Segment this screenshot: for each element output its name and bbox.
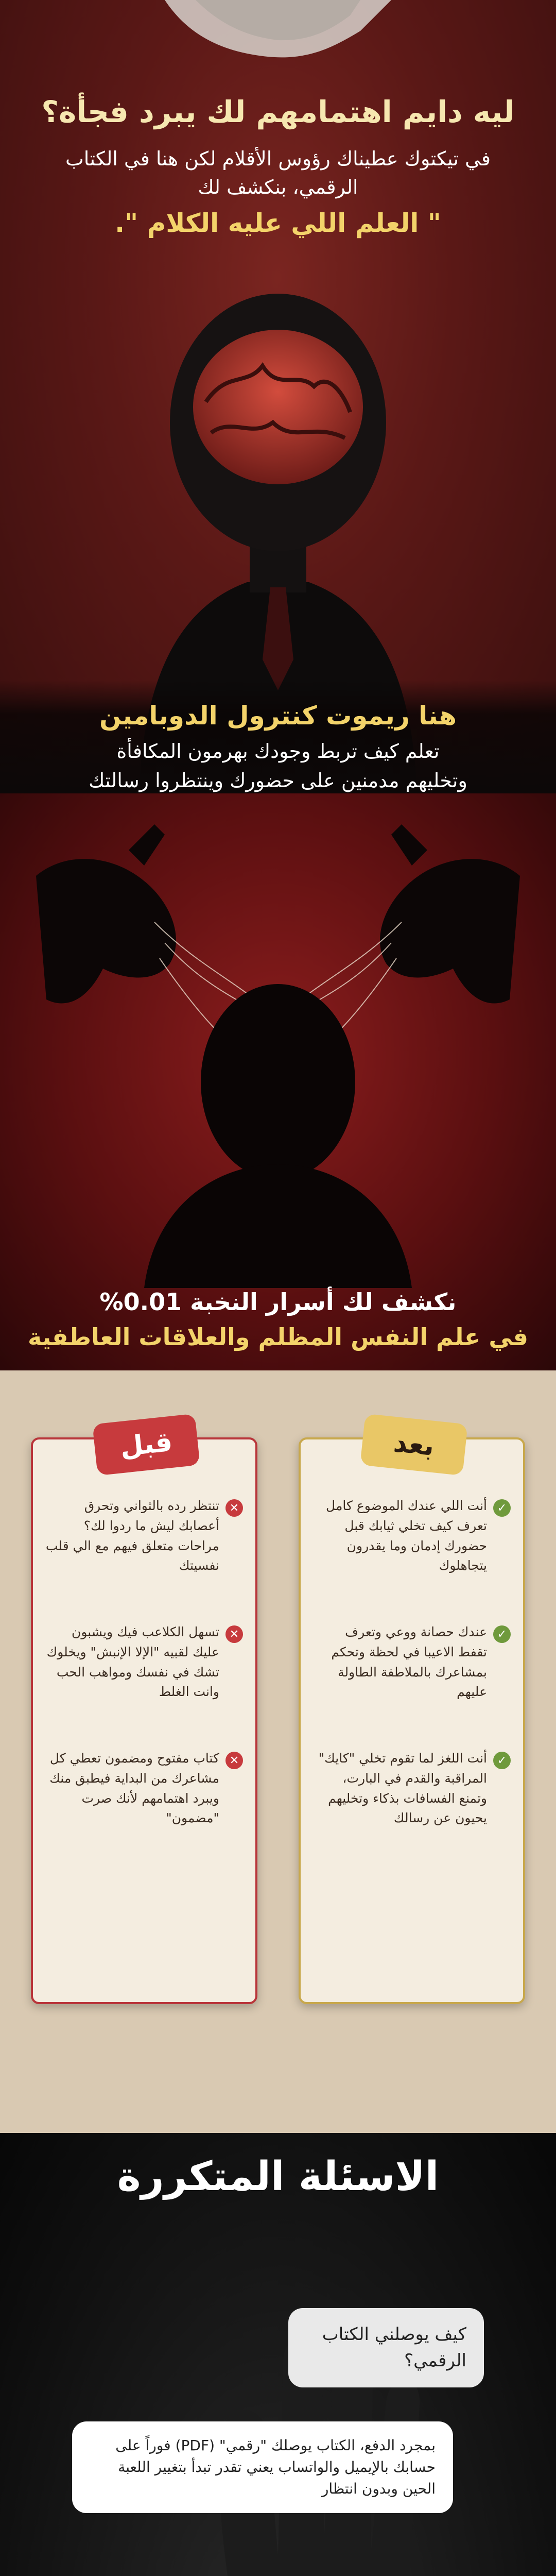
elite-secrets-line: نكشف لك أسرار النخبة 0.01% bbox=[99, 1288, 457, 1316]
hero-subline: في تيكتوك عطيناك رؤوس الأقلام لكن هنا في الكتاب الرقمي، بنكشف لك bbox=[65, 147, 491, 199]
after-panel bbox=[299, 1427, 525, 2004]
dopamine-title: هنا ريموت كنترول الدوبامين bbox=[99, 701, 457, 731]
before-item-text: تسهل الكلاعب فيك ويشبون عليك لقبيه "الإلا الإنبش" ويخلوك تشك في نفسك ومواهب الحب وانت الغلط bbox=[46, 1624, 219, 1700]
after-tag: بعد bbox=[360, 1414, 467, 1476]
before-tag: قبل bbox=[92, 1414, 200, 1476]
dopamine-desc-2: وتخليهم مدمنين على حضورك وينتظروا رسالتك bbox=[89, 769, 467, 792]
faq-question-1-text: كيف يوصلني الكتاب الرقمي؟ bbox=[322, 2324, 466, 2371]
hero-highlight: " العلم اللي عليه الكلام ". bbox=[115, 208, 441, 238]
after-item-text: أنت اللغز لما تقوم تخلي "كايك" المراقبة والقدم في البارت، وتمنع الفسافات بذكاء وتخليهم يحيون عن رسالك bbox=[318, 1751, 487, 1826]
hero-bottom-block bbox=[0, 680, 556, 793]
after-item-text: عندك حصانة ووعي وتعرف تقفط الاعيبا في لحظة وتحكم بمشاعرك بالملاطفة الطاولة عليهم bbox=[331, 1624, 487, 1700]
faq-answer-1-text: بمجرد الدفع، الكتاب يوصلك "رقمي" (PDF) فوراً على حسابك بالإيميل والواتساب يعني تقدر تبدأ بتغيير اللعبة الحين وبدون انتظار bbox=[115, 2437, 436, 2497]
check-icon: ✓ bbox=[493, 1625, 511, 1643]
before-after-section bbox=[0, 1370, 556, 2133]
after-item bbox=[313, 1749, 511, 1828]
before-item-text: كتاب مفتوح ومضمون تعطي كل مشاعرك من البداية فيطبق منك ويبرد اهتمامهم لأنك صرت "مضمون" bbox=[49, 1751, 219, 1826]
hero-headline: ليه دايم اهتمامهم لك يبرد فجأة؟ bbox=[41, 94, 515, 129]
puppet-caption bbox=[0, 1288, 556, 1351]
after-item bbox=[313, 1496, 511, 1576]
before-item-text: تنتظر رده بالثواني وتحرق أعصابك ليش ما ردوا لك؟ مراحات متعلق فيهم مع الي قلب نفسيتك bbox=[45, 1498, 219, 1573]
after-item-text: أنت اللي عندك الموضوع كامل تعرف كيف تخلي ثيابك قبل حضورك إدمان وما يقدرون يتجاهلوك bbox=[326, 1498, 487, 1573]
puppet-hands-illustration bbox=[0, 793, 556, 1288]
faq-question-1 bbox=[288, 2308, 484, 2387]
cross-icon: ✕ bbox=[225, 1752, 243, 1769]
puppet-section bbox=[0, 793, 556, 1370]
after-list bbox=[313, 1496, 511, 1875]
hero-section bbox=[0, 0, 556, 793]
faq-section bbox=[0, 2133, 556, 2576]
faq-title: الاسئلة المتكررة bbox=[117, 2154, 439, 2200]
after-item bbox=[313, 1622, 511, 1702]
cross-icon: ✕ bbox=[225, 1499, 243, 1517]
faq-answer-1 bbox=[72, 2421, 453, 2513]
cross-icon: ✕ bbox=[225, 1625, 243, 1643]
check-icon: ✓ bbox=[493, 1499, 511, 1517]
dark-psychology-line: في علم النفس المظلم والعلاقات العاطفية bbox=[27, 1323, 529, 1351]
check-icon: ✓ bbox=[493, 1752, 511, 1769]
before-item bbox=[45, 1622, 243, 1702]
before-item bbox=[45, 1749, 243, 1828]
dopamine-desc-1: تعلم كيف تربط وجودك بهرمون المكافأة bbox=[116, 740, 440, 762]
hero-text-block bbox=[31, 93, 525, 238]
before-list bbox=[45, 1496, 243, 1875]
before-item bbox=[45, 1496, 243, 1576]
before-panel bbox=[31, 1426, 257, 2004]
hand-silhouette-icon bbox=[0, 0, 556, 103]
